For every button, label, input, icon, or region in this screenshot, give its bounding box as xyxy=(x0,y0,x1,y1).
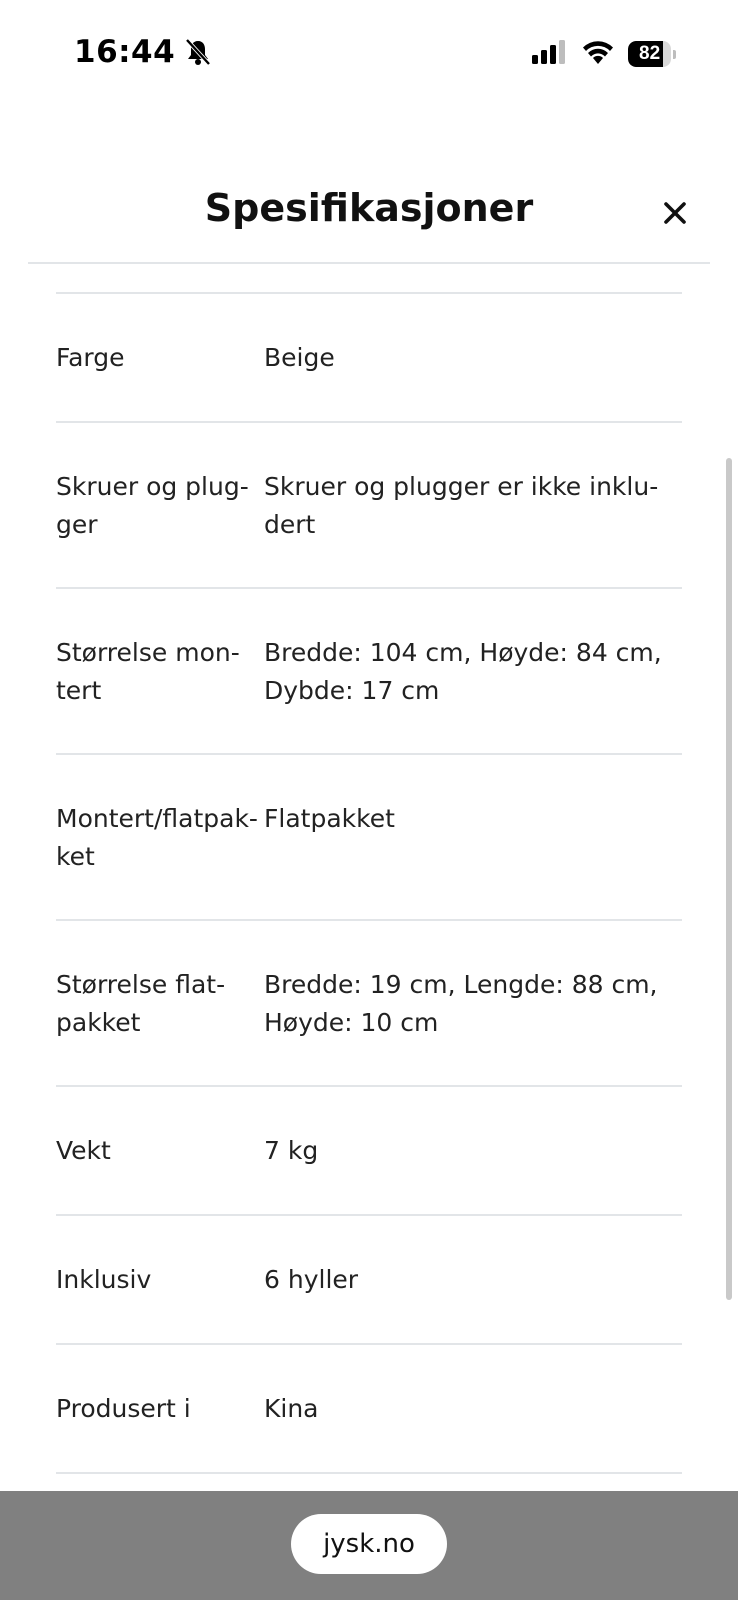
bell-muted-icon xyxy=(183,37,213,67)
wifi-icon xyxy=(582,40,614,68)
clock-text: 16:44 xyxy=(74,34,176,70)
spec-value: 7 kg xyxy=(264,1136,319,1165)
spec-label: Farge xyxy=(56,343,125,372)
url-text: jysk.no xyxy=(323,1529,415,1559)
sheet-header xyxy=(28,150,710,264)
url-pill[interactable] xyxy=(291,1514,447,1574)
spec-label: Størrelse mon- tert xyxy=(56,638,240,705)
spec-label: Inklusiv xyxy=(56,1265,152,1294)
cellular-signal-icon xyxy=(532,40,568,68)
spec-value: Kina xyxy=(264,1394,319,1423)
spec-value: Skruer og plugger er ikke inklu- dert xyxy=(264,472,659,539)
spec-label: Skruer og plug- ger xyxy=(56,472,249,539)
close-button[interactable] xyxy=(660,198,690,228)
battery-level: 82 xyxy=(639,43,661,64)
status-indicators xyxy=(532,40,676,68)
spec-label: Montert/flatpak- ket xyxy=(56,804,258,871)
spec-label: Vekt xyxy=(56,1136,111,1165)
spec-row xyxy=(56,1345,682,1474)
close-icon xyxy=(664,202,686,224)
spec-row xyxy=(56,589,682,755)
spec-row xyxy=(56,423,682,589)
spec-label: Produsert i xyxy=(56,1394,191,1423)
status-time xyxy=(74,34,213,70)
spec-row xyxy=(56,294,682,423)
spec-value: Flatpakket xyxy=(264,804,395,833)
spec-value: Bredde: 19 cm, Lengde: 88 cm, Høyde: 10 cm xyxy=(264,970,658,1037)
browser-bottom-bar xyxy=(0,1491,738,1600)
spec-label: Størrelse flat- pakket xyxy=(56,970,226,1037)
spec-value: Bredde: 104 cm, Høyde: 84 cm, Dybde: 17 cm xyxy=(264,638,662,705)
spec-row xyxy=(56,1216,682,1345)
battery-icon xyxy=(628,41,676,67)
scrollbar[interactable] xyxy=(726,458,732,1300)
spec-row xyxy=(56,755,682,921)
sheet-title: Spesifikasjoner xyxy=(204,186,534,230)
spec-value: Beige xyxy=(264,343,335,372)
spec-value: 6 hyller xyxy=(264,1265,359,1294)
spec-row xyxy=(56,1087,682,1216)
status-bar xyxy=(0,0,738,110)
spec-row xyxy=(56,921,682,1087)
spec-list xyxy=(56,292,682,1474)
